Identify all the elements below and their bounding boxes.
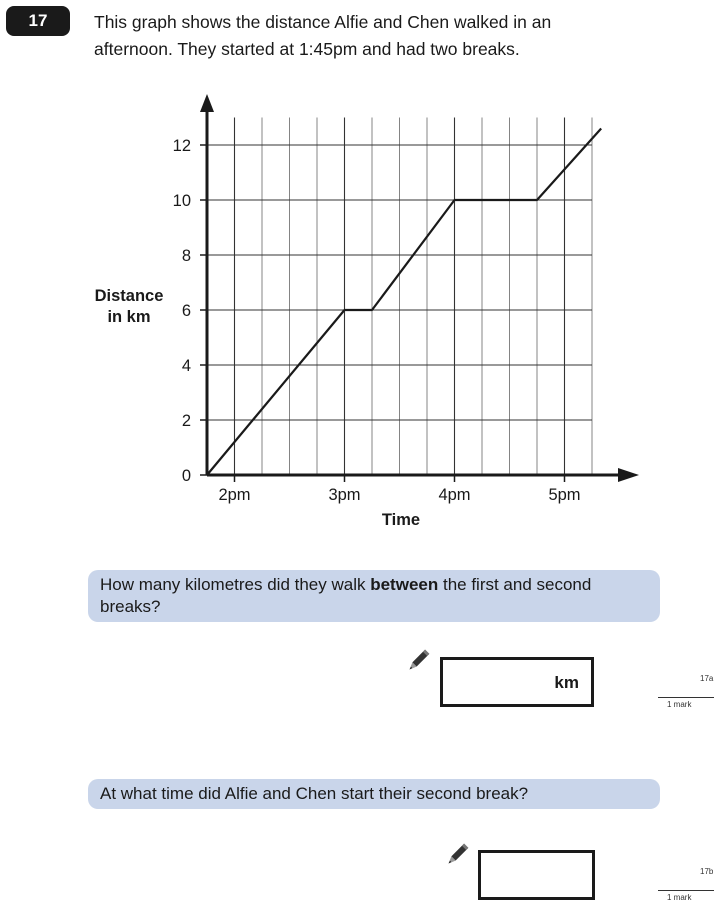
question-a-text-end: the first and second breaks?: [100, 575, 592, 616]
x-tick-label: 2pm: [218, 486, 251, 504]
pencil-icon: [405, 648, 431, 674]
x-tick-label: 5pm: [548, 486, 581, 504]
mark-value-b: 1 mark: [667, 893, 692, 902]
y-tick-label: 12: [172, 137, 191, 155]
question-number: 17: [6, 6, 70, 36]
x-tick-label: 4pm: [438, 486, 471, 504]
intro-line-1: This graph shows the distance Alfie and Chen walked in an: [94, 12, 552, 32]
y-axis-label-line-1: Distance: [94, 287, 164, 305]
mark-code-b: 17b: [700, 867, 714, 876]
x-tick-label: 3pm: [328, 486, 361, 504]
intro-line-2: afternoon. They started at 1:45pm and had two breaks.: [94, 39, 520, 59]
y-tick-label: 6: [181, 302, 191, 320]
mark-line-b: [658, 890, 714, 891]
answer-box-b[interactable]: [478, 850, 595, 900]
y-axis-label: [86, 286, 172, 328]
y-axis-label-line-2: in km: [107, 308, 151, 326]
question-b-prompt: [88, 779, 660, 809]
question-a-emphasis: between: [370, 575, 439, 594]
pencil-icon: [444, 842, 470, 868]
mark-value-a: 1 mark: [667, 700, 692, 709]
y-tick-label: 10: [172, 192, 191, 210]
y-tick-label: 2: [181, 412, 191, 430]
y-tick-label: 4: [181, 357, 191, 375]
answer-unit: km: [554, 673, 579, 692]
mark-code-a: 17a: [700, 674, 714, 683]
y-axis-arrow: [200, 94, 214, 112]
answer-box-a[interactable]: [440, 657, 594, 707]
question-a-prompt: [88, 570, 660, 622]
y-tick-label: 0: [181, 467, 191, 485]
y-tick-label: 8: [181, 247, 191, 265]
x-axis-label: Time: [381, 511, 421, 529]
question-a-text-start: How many kilometres did they walk: [100, 575, 371, 594]
mark-line-a: [658, 697, 714, 698]
x-axis-arrow: [618, 468, 639, 482]
question-b-text: At what time did Alfie and Chen start their second break?: [100, 784, 529, 803]
distance-line: [207, 129, 601, 476]
